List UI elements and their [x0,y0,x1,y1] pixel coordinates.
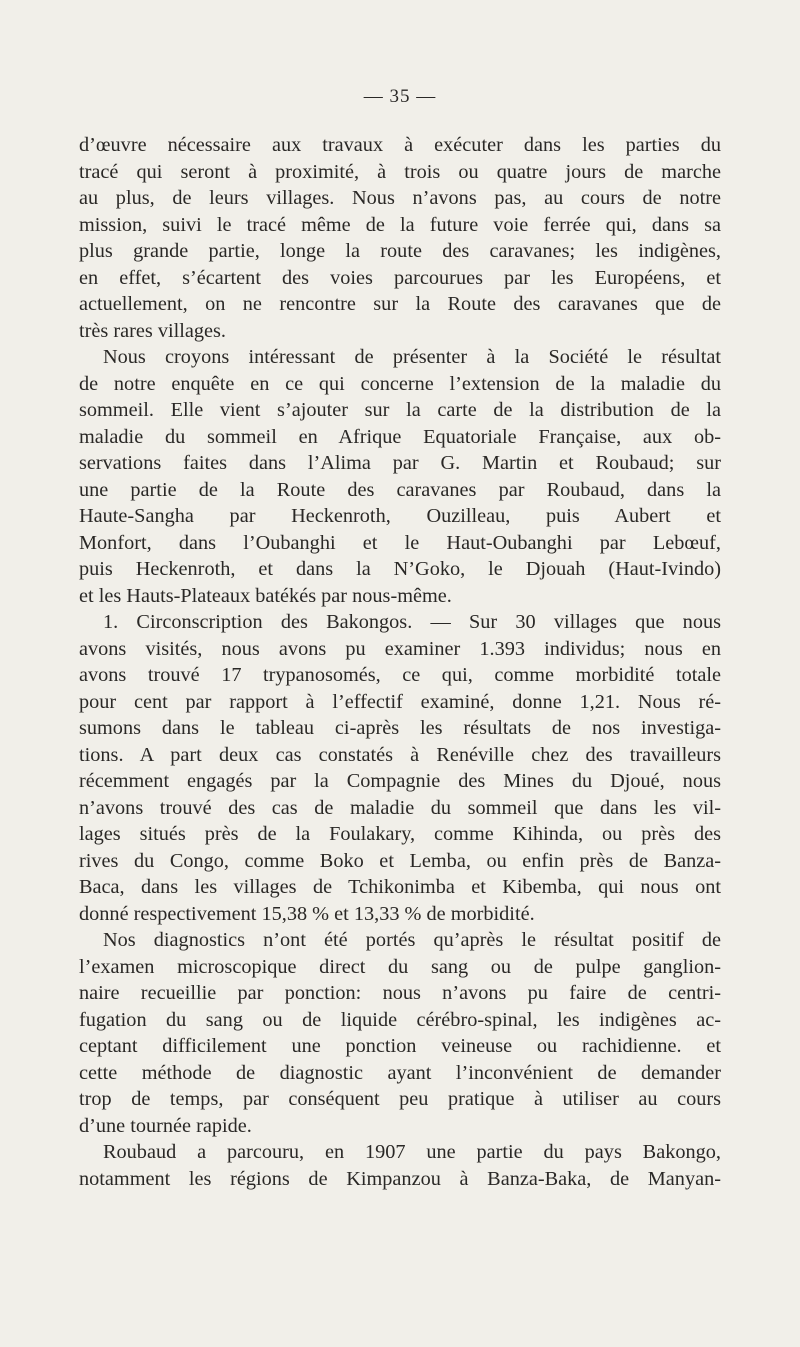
text-line: l’examen microscopique direct du sang ou de pulpe ganglion- [79,955,721,978]
text-line: sommeil. Elle vient s’ajouter sur la carte de la distribution de la [79,399,721,421]
text-line: d’une tournée rapide. [79,1114,252,1137]
text-line: de notre enquête en ce qui concerne l’extension de la maladie du [79,372,721,395]
text-line: et les Hauts-Plateaux batékés par nous-même. [79,584,452,607]
text-line: au plus, de leurs villages. Nous n’avons pas, au cours de notre [79,187,721,209]
page-number: — 35 — [363,86,437,107]
text-line: avons trouvé 17 trypanosomés, ce qui, comme morbidité totale [79,664,721,686]
text-line: Roubaud a parcouru, en 1907 une partie du pays Bakongo, [103,1141,721,1163]
text-line: avons visités, nous avons pu examiner 1.393 individus; nous en [79,637,721,660]
text-line: pour cent par rapport à l’effectif examiné, donne 1,21. Nous ré- [79,690,721,713]
text-line: d’œuvre nécessaire aux travaux à exécuter dans les parties du [79,134,721,156]
body-text [79,132,721,1192]
text-line: servations faites dans l’Alima par G. Martin et Roubaud; sur [79,452,721,474]
text-line: donné respectivement 15,38 % et 13,33 % de morbidité. [79,902,535,925]
text-line: lages situés près de la Foulakary, comme Kihinda, ou près des [79,823,721,845]
text-line: naire recueillie par ponction: nous n’avons pu faire de centri- [79,982,721,1004]
text-line: plus grande partie, longe la route des caravanes; les indigènes, [79,240,721,262]
text-line: Monfort, dans l’Oubanghi et le Haut-Oubanghi par Lebœuf, [79,531,721,554]
text-line: puis Heckenroth, et dans la N’Goko, le Djouah (Haut-Ivindo) [79,558,721,580]
text-line: très rares villages. [79,319,226,342]
text-line: Haute-Sangha par Heckenroth, Ouzilleau, puis Aubert et [79,505,721,527]
text-line: sumons dans le tableau ci-après les résultats de nos investiga- [79,717,721,739]
text-line: Nous croyons intéressant de présenter à la Société le résultat [103,346,721,368]
text-line: maladie du sommeil en Afrique Equatoriale Française, aux ob- [79,425,721,448]
text-line: Baca, dans les villages de Tchikonimba et Kibemba, qui nous ont [79,876,721,898]
text-line: n’avons trouvé des cas de maladie du sommeil que dans les vil- [79,796,721,819]
text-line: actuellement, on ne rencontre sur la Route des caravanes que de [79,293,721,315]
text-line: trop de temps, par conséquent peu pratique à utiliser au cours [79,1088,721,1110]
text-line: Nos diagnostics n’ont été portés qu’après le résultat positif de [103,929,721,951]
text-line: 1. Circonscription des Bakongos. — Sur 30 villages que nous [103,611,721,633]
text-line: une partie de la Route des caravanes par Roubaud, dans la [79,478,721,501]
text-line: notamment les régions de Kimpanzou à Banza-Baka, de Manyan- [79,1167,721,1190]
text-line: ceptant difficilement une ponction veineuse ou rachidienne. et [79,1035,721,1057]
text-line: en effet, s’écartent des voies parcourues par les Européens, et [79,266,721,289]
text-line: mission, suivi le tracé même de la future voie ferrée qui, dans sa [79,213,721,236]
text-line: fugation du sang ou de liquide cérébro-spinal, les indigènes ac- [79,1008,721,1031]
text-line: rives du Congo, comme Boko et Lemba, ou enfin près de Banza- [79,849,721,872]
text-line: tions. A part deux cas constatés à Renéville chez des travailleurs [79,743,721,766]
text-line: cette méthode de diagnostic ayant l’inconvénient de demander [79,1061,721,1084]
text-line: récemment engagés par la Compagnie des Mines du Djoué, nous [79,770,721,792]
text-line: tracé qui seront à proximité, à trois ou quatre jours de marche [79,160,721,183]
